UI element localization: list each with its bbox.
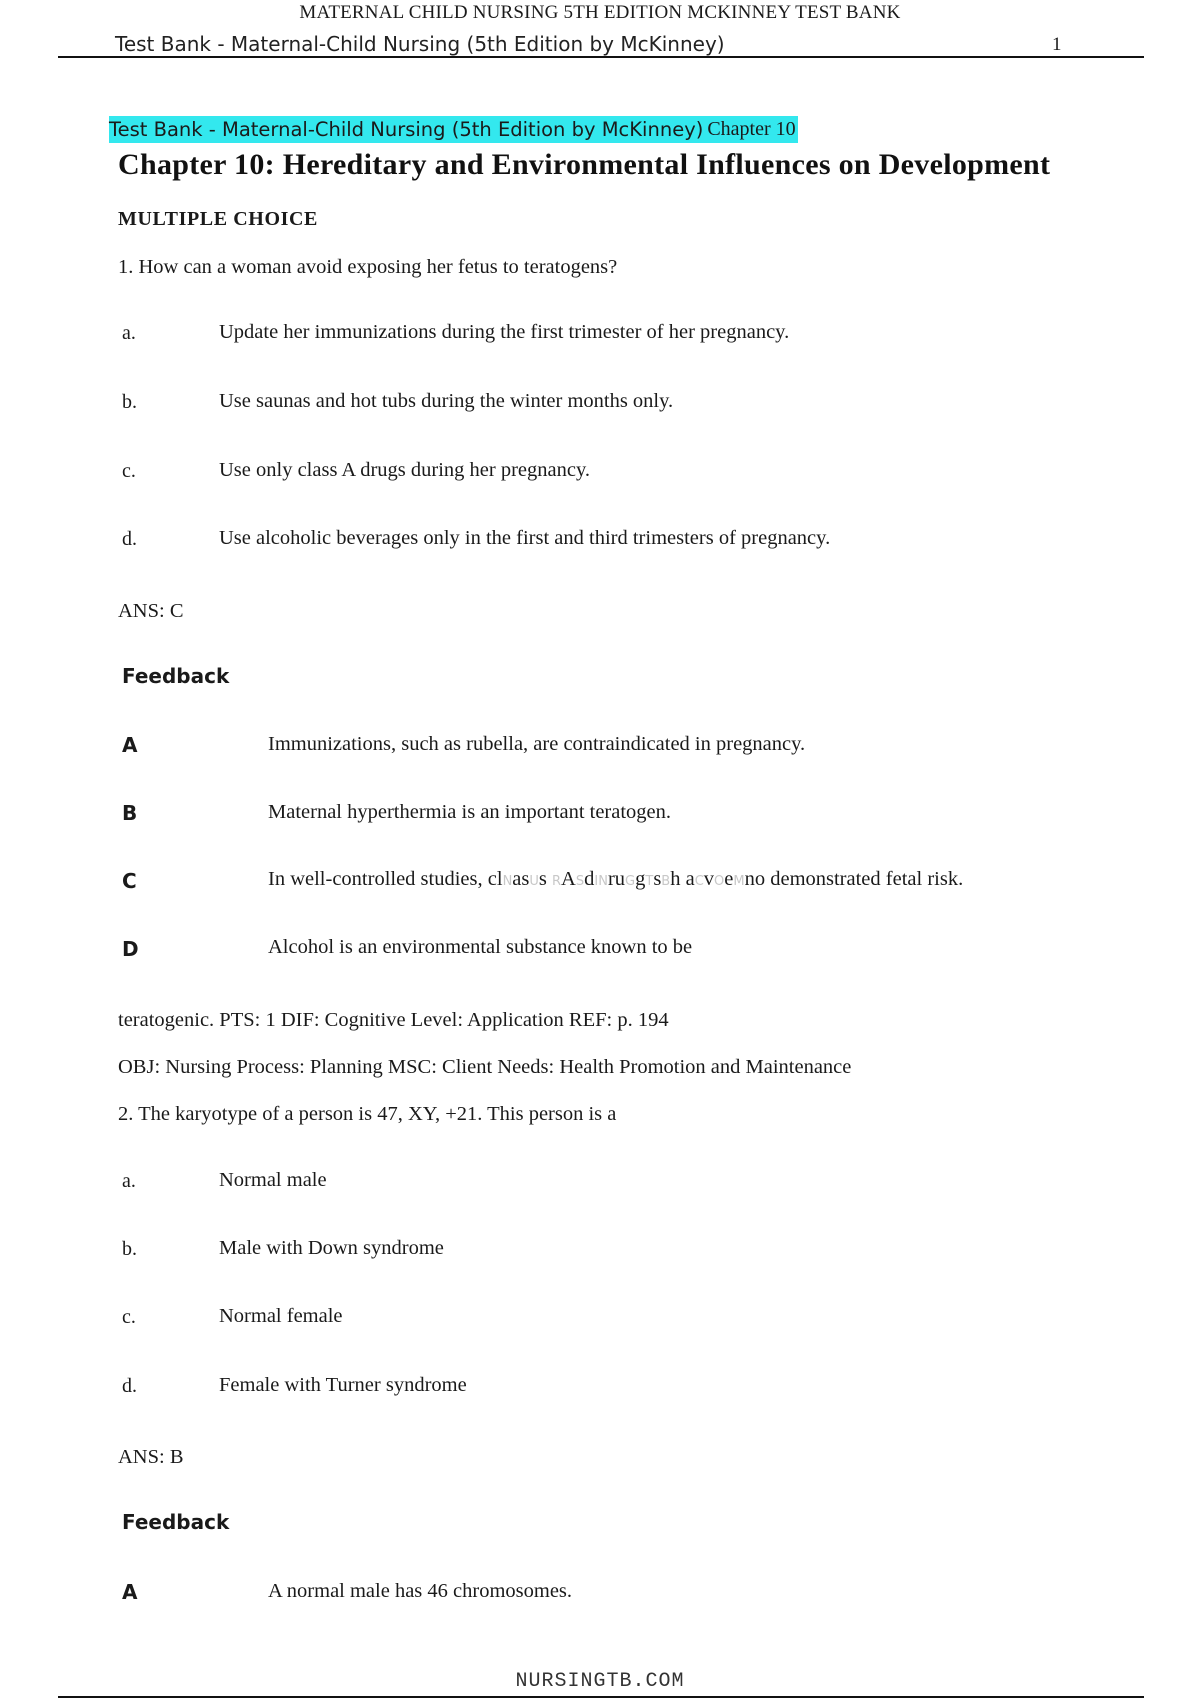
q1-feedback-d-text: Alcohol is an environmental substance known to be: [268, 936, 693, 958]
feedback-c-fragment: In well-controlled studies, cl: [268, 868, 503, 890]
question-1-stem: 1. How can a woman avoid exposing her fetus to teratogens?: [118, 256, 618, 278]
highlight-serif-text: Chapter 10: [707, 118, 796, 140]
q1-option-a-text: Update her immunizations during the first trimester of her pregnancy.: [219, 321, 790, 343]
watermark-letter: C: [694, 874, 704, 889]
q2-option-d-letter: d.: [122, 1375, 137, 1397]
q2-feedback-a-letter: A: [122, 1580, 138, 1604]
chapter-title: Chapter 10: Hereditary and Environmental Influences on Development: [118, 148, 1051, 181]
header-rule: [58, 56, 1144, 58]
q1-feedback-a-text: Immunizations, such as rubella, are contraindicated in pregnancy.: [268, 733, 806, 755]
feedback-c-fragment: A: [561, 868, 576, 890]
q2-option-c-text: Normal female: [219, 1305, 343, 1327]
watermark-letter: O: [714, 874, 725, 889]
q1-answer: ANS: C: [118, 600, 184, 622]
feedback-c-fragment: v: [703, 868, 715, 890]
question-2-stem: 2. The karyotype of a person is 47, XY, +21. This person is a: [118, 1103, 617, 1125]
watermark-letter: T: [645, 874, 654, 889]
highlight-sans-text: Test Bank - Maternal-Child Nursing (5th Edition by McKinney): [109, 118, 704, 141]
q1-option-c-text: Use only class A drugs during her pregnancy.: [219, 459, 591, 481]
q1-option-d-text: Use alcoholic beverages only in the first and third trimesters of pregnancy.: [219, 527, 831, 549]
q1-feedback-b-text: Maternal hyperthermia is an important teratogen.: [268, 801, 672, 823]
feedback-c-fragment: d: [584, 868, 595, 890]
footer-rule: [58, 1696, 1144, 1698]
q1-meta-line-2: OBJ: Nursing Process: Planning MSC: Client Needs: Health Promotion and Maintenance: [118, 1056, 852, 1078]
feedback-c-fragment: ru: [607, 868, 626, 890]
q2-option-a-text: Normal male: [219, 1169, 327, 1191]
q1-option-d-letter: d.: [122, 528, 137, 550]
feedback-c-fragment: no demonstrated fetal risk.: [744, 868, 964, 890]
section-title: MULTIPLE CHOICE: [118, 208, 318, 230]
feedback-c-fragment: e: [724, 868, 734, 890]
q1-feedback-c-text: [268, 868, 963, 891]
q1-feedback-d-letter: D: [122, 937, 139, 961]
q2-option-c-letter: c.: [122, 1306, 136, 1328]
q1-feedback-b-letter: B: [122, 801, 138, 825]
watermark-letter: I: [594, 874, 599, 889]
q2-option-b-text: Male with Down syndrome: [219, 1237, 444, 1259]
q2-option-b-letter: b.: [122, 1238, 137, 1260]
watermark-letter: S: [575, 874, 585, 889]
q2-answer: ANS: B: [118, 1446, 184, 1468]
q2-feedback-a-text: A normal male has 46 chromosomes.: [268, 1580, 573, 1602]
q1-option-b-letter: b.: [122, 391, 137, 413]
watermark-letter: U: [529, 874, 539, 889]
footer-watermark: NURSINGTB.COM: [515, 1670, 685, 1693]
q1-feedback-c-letter: C: [122, 869, 137, 893]
watermark-letter: B: [661, 874, 671, 889]
q1-option-c-letter: c.: [122, 460, 136, 482]
watermark-letter: G: [625, 874, 636, 889]
page-header-title: Test Bank - Maternal-Child Nursing (5th Edition by McKinney): [115, 32, 725, 56]
q1-option-a-letter: a.: [122, 322, 136, 344]
feedback-c-fragment: g: [635, 868, 646, 890]
watermark-letter: N: [598, 874, 608, 889]
q1-feedback-a-letter: A: [122, 733, 138, 757]
q2-option-d-text: Female with Turner syndrome: [219, 1374, 467, 1396]
watermark-letter: M: [733, 874, 745, 889]
q1-feedback-title: Feedback: [122, 664, 230, 688]
q1-option-b-text: Use saunas and hot tubs during the winter months only.: [219, 390, 674, 412]
feedback-c-fragment: s: [538, 868, 552, 890]
page-number: 1: [1052, 34, 1062, 55]
highlighted-chapter-line: [109, 116, 798, 143]
feedback-c-fragment: as: [512, 868, 530, 890]
q1-meta-line-1: teratogenic. PTS: 1 DIF: Cognitive Level: Application REF: p. 194: [118, 1009, 669, 1031]
watermark-letter: R: [552, 874, 562, 889]
watermark-letter: N: [502, 874, 513, 889]
q2-feedback-title: Feedback: [122, 1510, 230, 1534]
feedback-c-fragment: s: [653, 868, 662, 890]
running-head: MATERNAL CHILD NURSING 5TH EDITION MCKINNEY TEST BANK: [299, 2, 901, 23]
q2-option-a-letter: a.: [122, 1170, 136, 1192]
feedback-c-fragment: h a: [670, 868, 695, 890]
